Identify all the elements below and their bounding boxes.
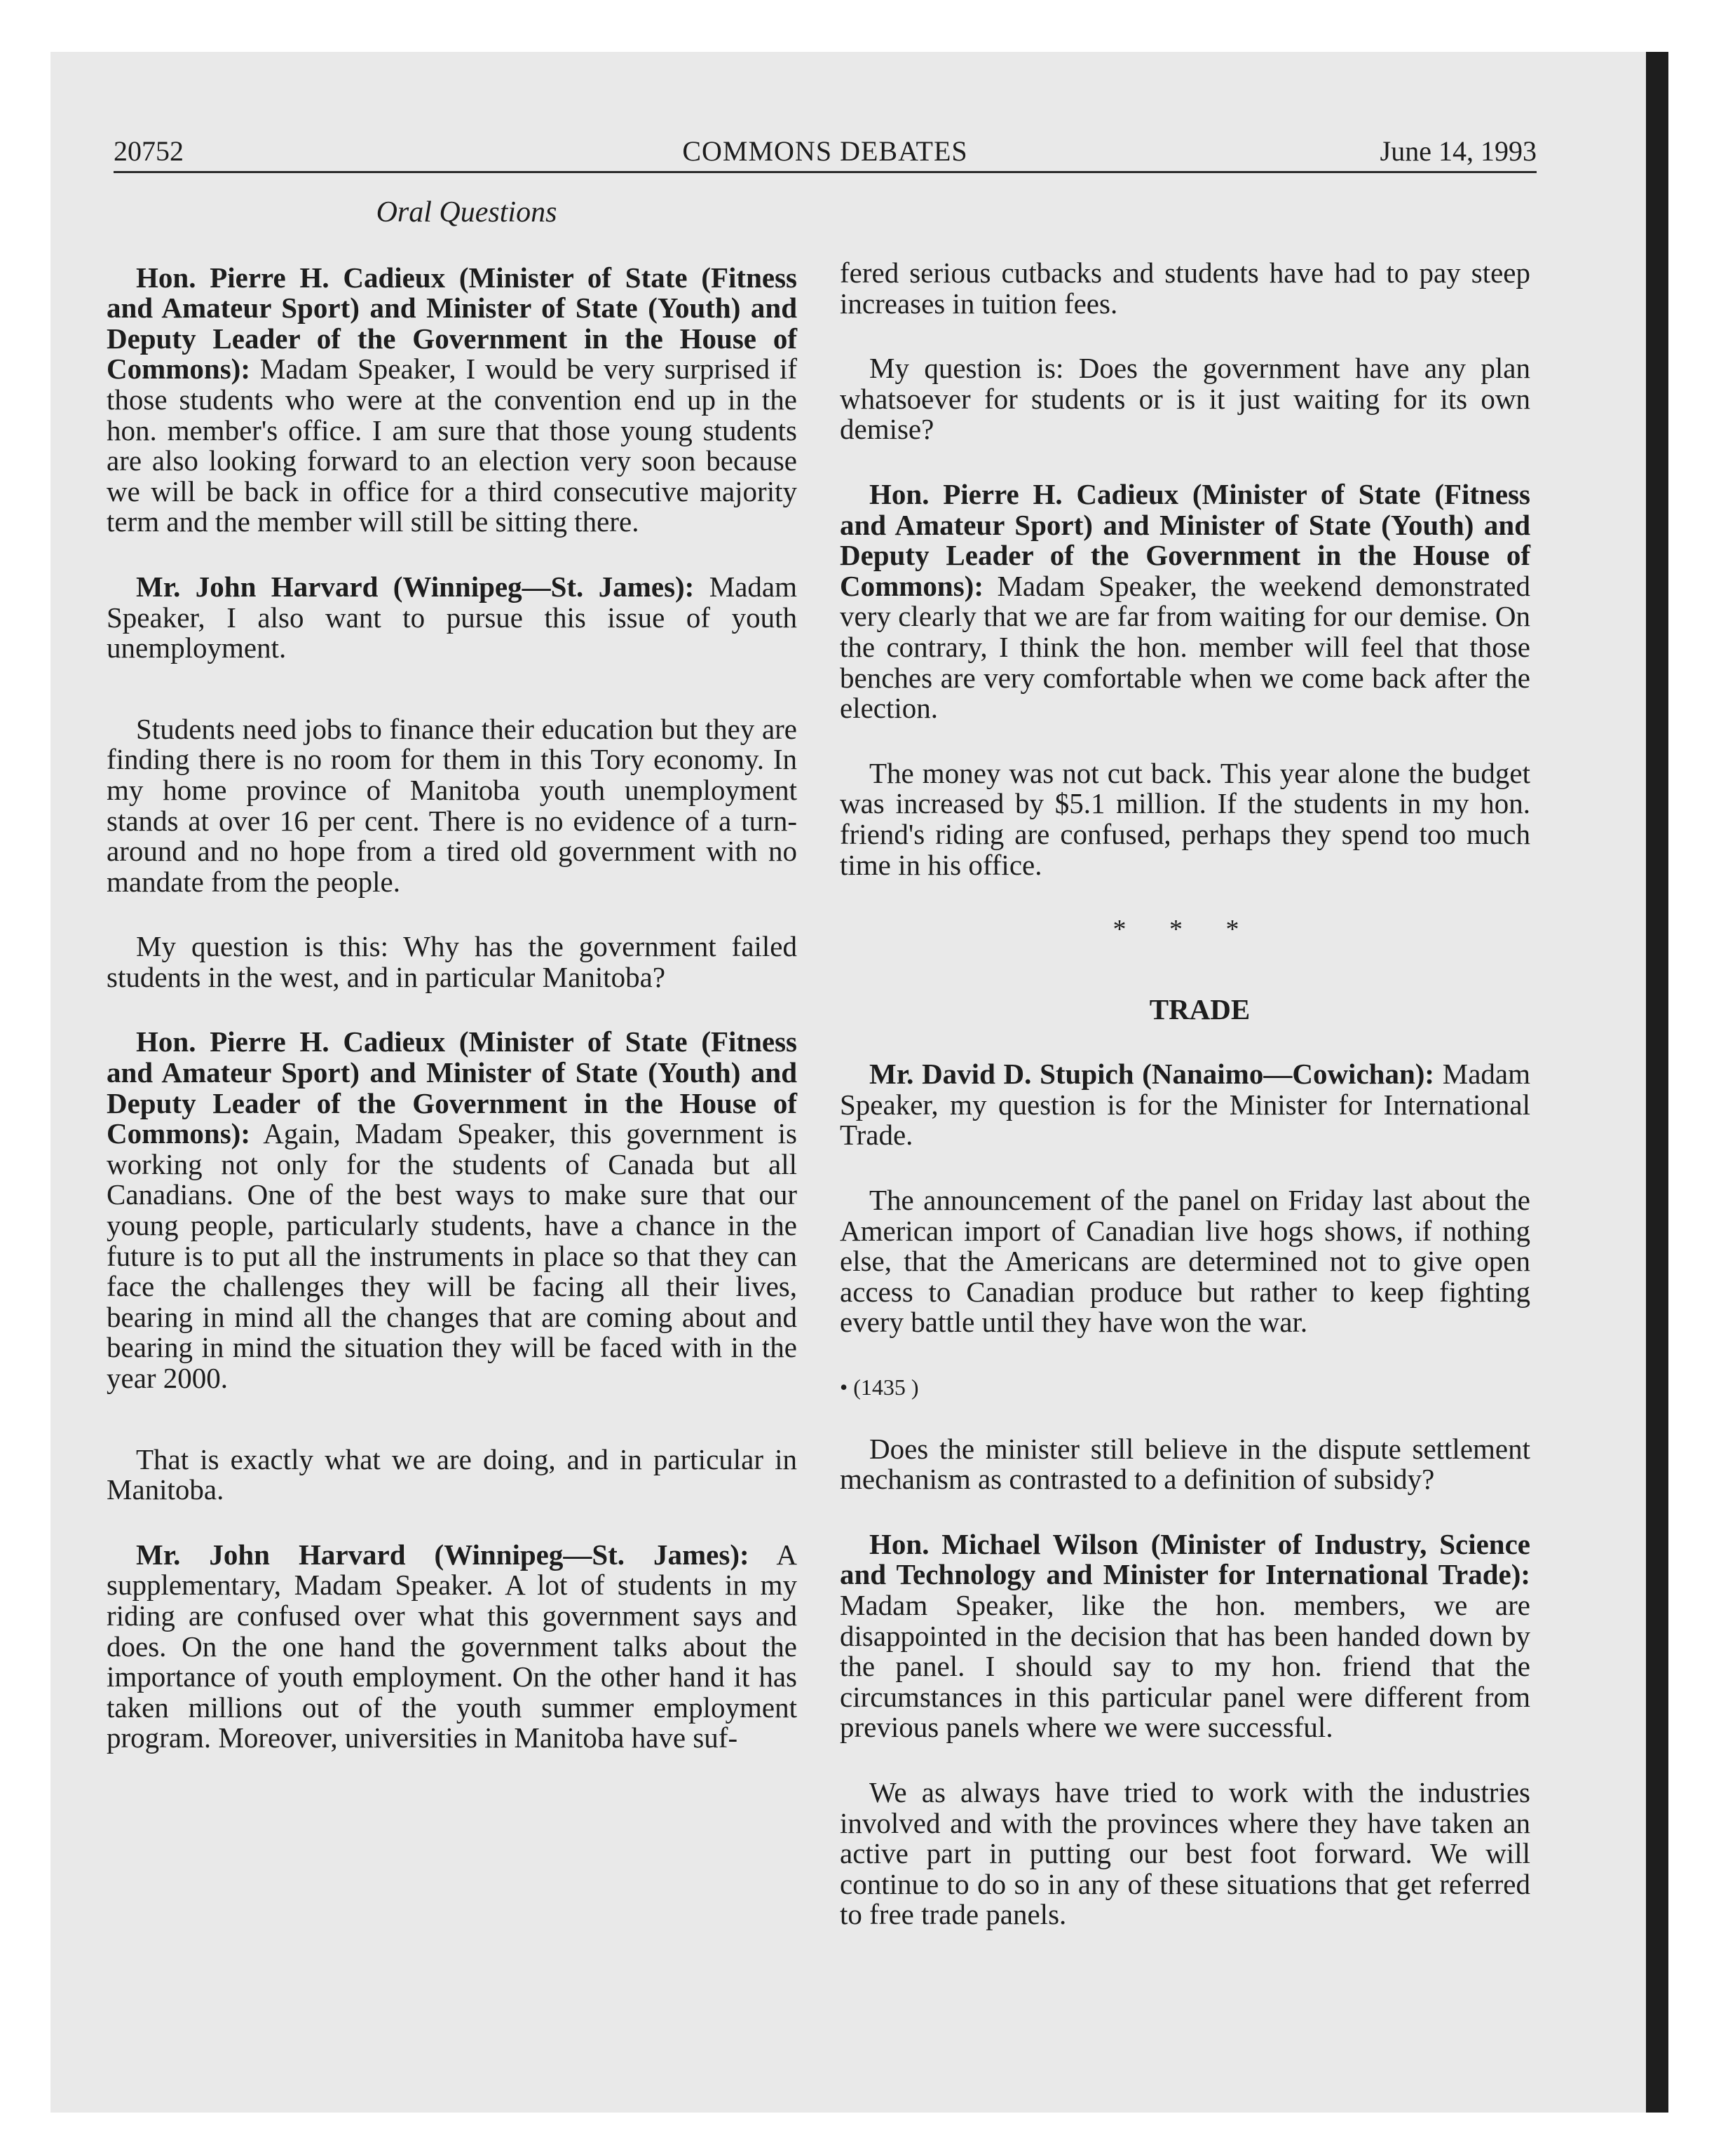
left-column (107, 198, 797, 1788)
paragraph: The announcement of the panel on Friday last about the American import of Canadian live hogs shows, if nothing else, that the Americans are determined not to give open access to Canadian produce but rather to keep fighting every battle until they have won the war. (840, 1184, 1530, 1339)
header-rule (114, 171, 1537, 173)
speaker-name: Hon. Pierre H. Cadieux (Minister of State (Fitness and Amateur Sport) and Minister of State (Youth) and Deputy Leader of the Government in the House of Commons): (840, 477, 1530, 602)
paragraph: Students need jobs to finance their education but they are finding there is no room for them in this Tory economy. In my home province of Manitoba youth unemployment stands at over 16 per cent. There is no evidence of a turn-around and no hope from a tired old government with no mandate from the people. (107, 712, 797, 898)
speaker-name: Mr. John Harvard (Winnipeg—St. James): (136, 570, 695, 603)
publication-date: June 14, 1993 (1380, 135, 1537, 167)
paragraph (840, 479, 1530, 724)
paragraph (107, 1027, 797, 1393)
speaker-name: Mr. John Harvard (Winnipeg—St. James): (136, 1538, 749, 1571)
section-title: Oral Questions (376, 196, 557, 228)
time-marker: • (1435 ) (840, 1374, 919, 1400)
speech-text: Again, Madam Speaker, this government is working not only for the students of Canada but all Canadians. One of the best ways to make sure that our young people, particularly students, have a chance in the future is to put all the instruments in place so that they can face the challenges they will be facing all their lives, bearing in mind all the changes that are coming about and bearing in mind the situation they will be faced with in the year 2000. (107, 1117, 797, 1394)
speech-text: Madam Speaker, like the hon. members, we are disappointed in the decision that has been handed down by the panel. I should say to my hon. friend that the circumstances in this particular panel were different from previous panels where we were successful. (840, 1589, 1530, 1744)
speech-text: A supplementary, Madam Speaker. A lot of students in my riding are confused over what this government says and does. On the one hand the government talks about the importance of youth employment. On the other hand it has taken millions out of the youth summer employment program. Moreover, universities in Manitoba have suf- (107, 1538, 797, 1754)
speech-text: Madam Speaker, I also want to pursue this issue of youth unemployment. (107, 570, 797, 664)
speech-text: Madam Speaker, the weekend demonstrated very clearly that we are far from waiting for our demise. On the contrary, I think the hon. member will feel that those benches are very comfortable when we come back after the election. (840, 569, 1530, 725)
speech-text: Madam Speaker, I would be very surprised if those students who were at the convention end up in the hon. member's office. I am sure that those young students are also looking forward to an election very soon because we will be back in office for a third consecutive majority term and the member will still be sitting there. (107, 353, 797, 538)
paragraph (107, 263, 797, 538)
section-separator: * * * (1113, 915, 1258, 945)
speech-text: Madam Speaker, my question is for the Minister for International Trade. (840, 1058, 1530, 1152)
publication-title: COMMONS DEBATES (682, 135, 968, 167)
page-header (114, 130, 1537, 172)
paragraph: fered serious cutbacks and students have had to pay steep increases in tuition fees. (840, 257, 1530, 320)
paragraph: We as always have tried to work with the industries involved and with the provinces where they have taken an active part in putting our best foot forward. We will continue to do so in any of these situations that get referred to free trade panels. (840, 1775, 1530, 1931)
speaker-name: Hon. Pierre H. Cadieux (Minister of State (Fitness and Amateur Sport) and Minister of State (Youth) and Deputy Leader of the Government in the House of Commons): (107, 261, 797, 386)
paragraph (107, 1540, 797, 1754)
speaker-name: Hon. Michael Wilson (Minister of Industry, Science and Technology and Minister for International Trade): (840, 1527, 1530, 1591)
paragraph: My question is: Does the government have any plan whatsoever for students or is it just waiting for its own demise? (840, 352, 1530, 446)
paragraph: Does the minister still believe in the dispute settlement mechanism as contrasted to a definition of subsidy? (840, 1432, 1530, 1496)
page-number: 20752 (114, 135, 184, 167)
paragraph: That is exactly what we are doing, and in particular in Manitoba. (107, 1442, 797, 1506)
speaker-name: Mr. David D. Stupich (Nanaimo—Cowichan): (869, 1058, 1435, 1091)
paragraph (840, 1059, 1530, 1151)
right-column (840, 258, 1530, 1965)
speaker-name: Hon. Pierre H. Cadieux (Minister of State (Fitness and Amateur Sport) and Minister of State (Youth) and Deputy Leader of the Government in the House of Commons): (107, 1025, 797, 1150)
book-spine-shadow (1646, 52, 1668, 2113)
paragraph (107, 572, 797, 664)
section-heading: TRADE (1149, 992, 1251, 1025)
paragraph (840, 1529, 1530, 1743)
paragraph: The money was not cut back. This year alone the budget was increased by $5.1 million. If the students in my hon. friend's riding are confused, perhaps they spend too much time in his office. (840, 756, 1530, 881)
paragraph: My question is this: Why has the government failed students in the west, and in particular Manitoba? (107, 930, 797, 993)
